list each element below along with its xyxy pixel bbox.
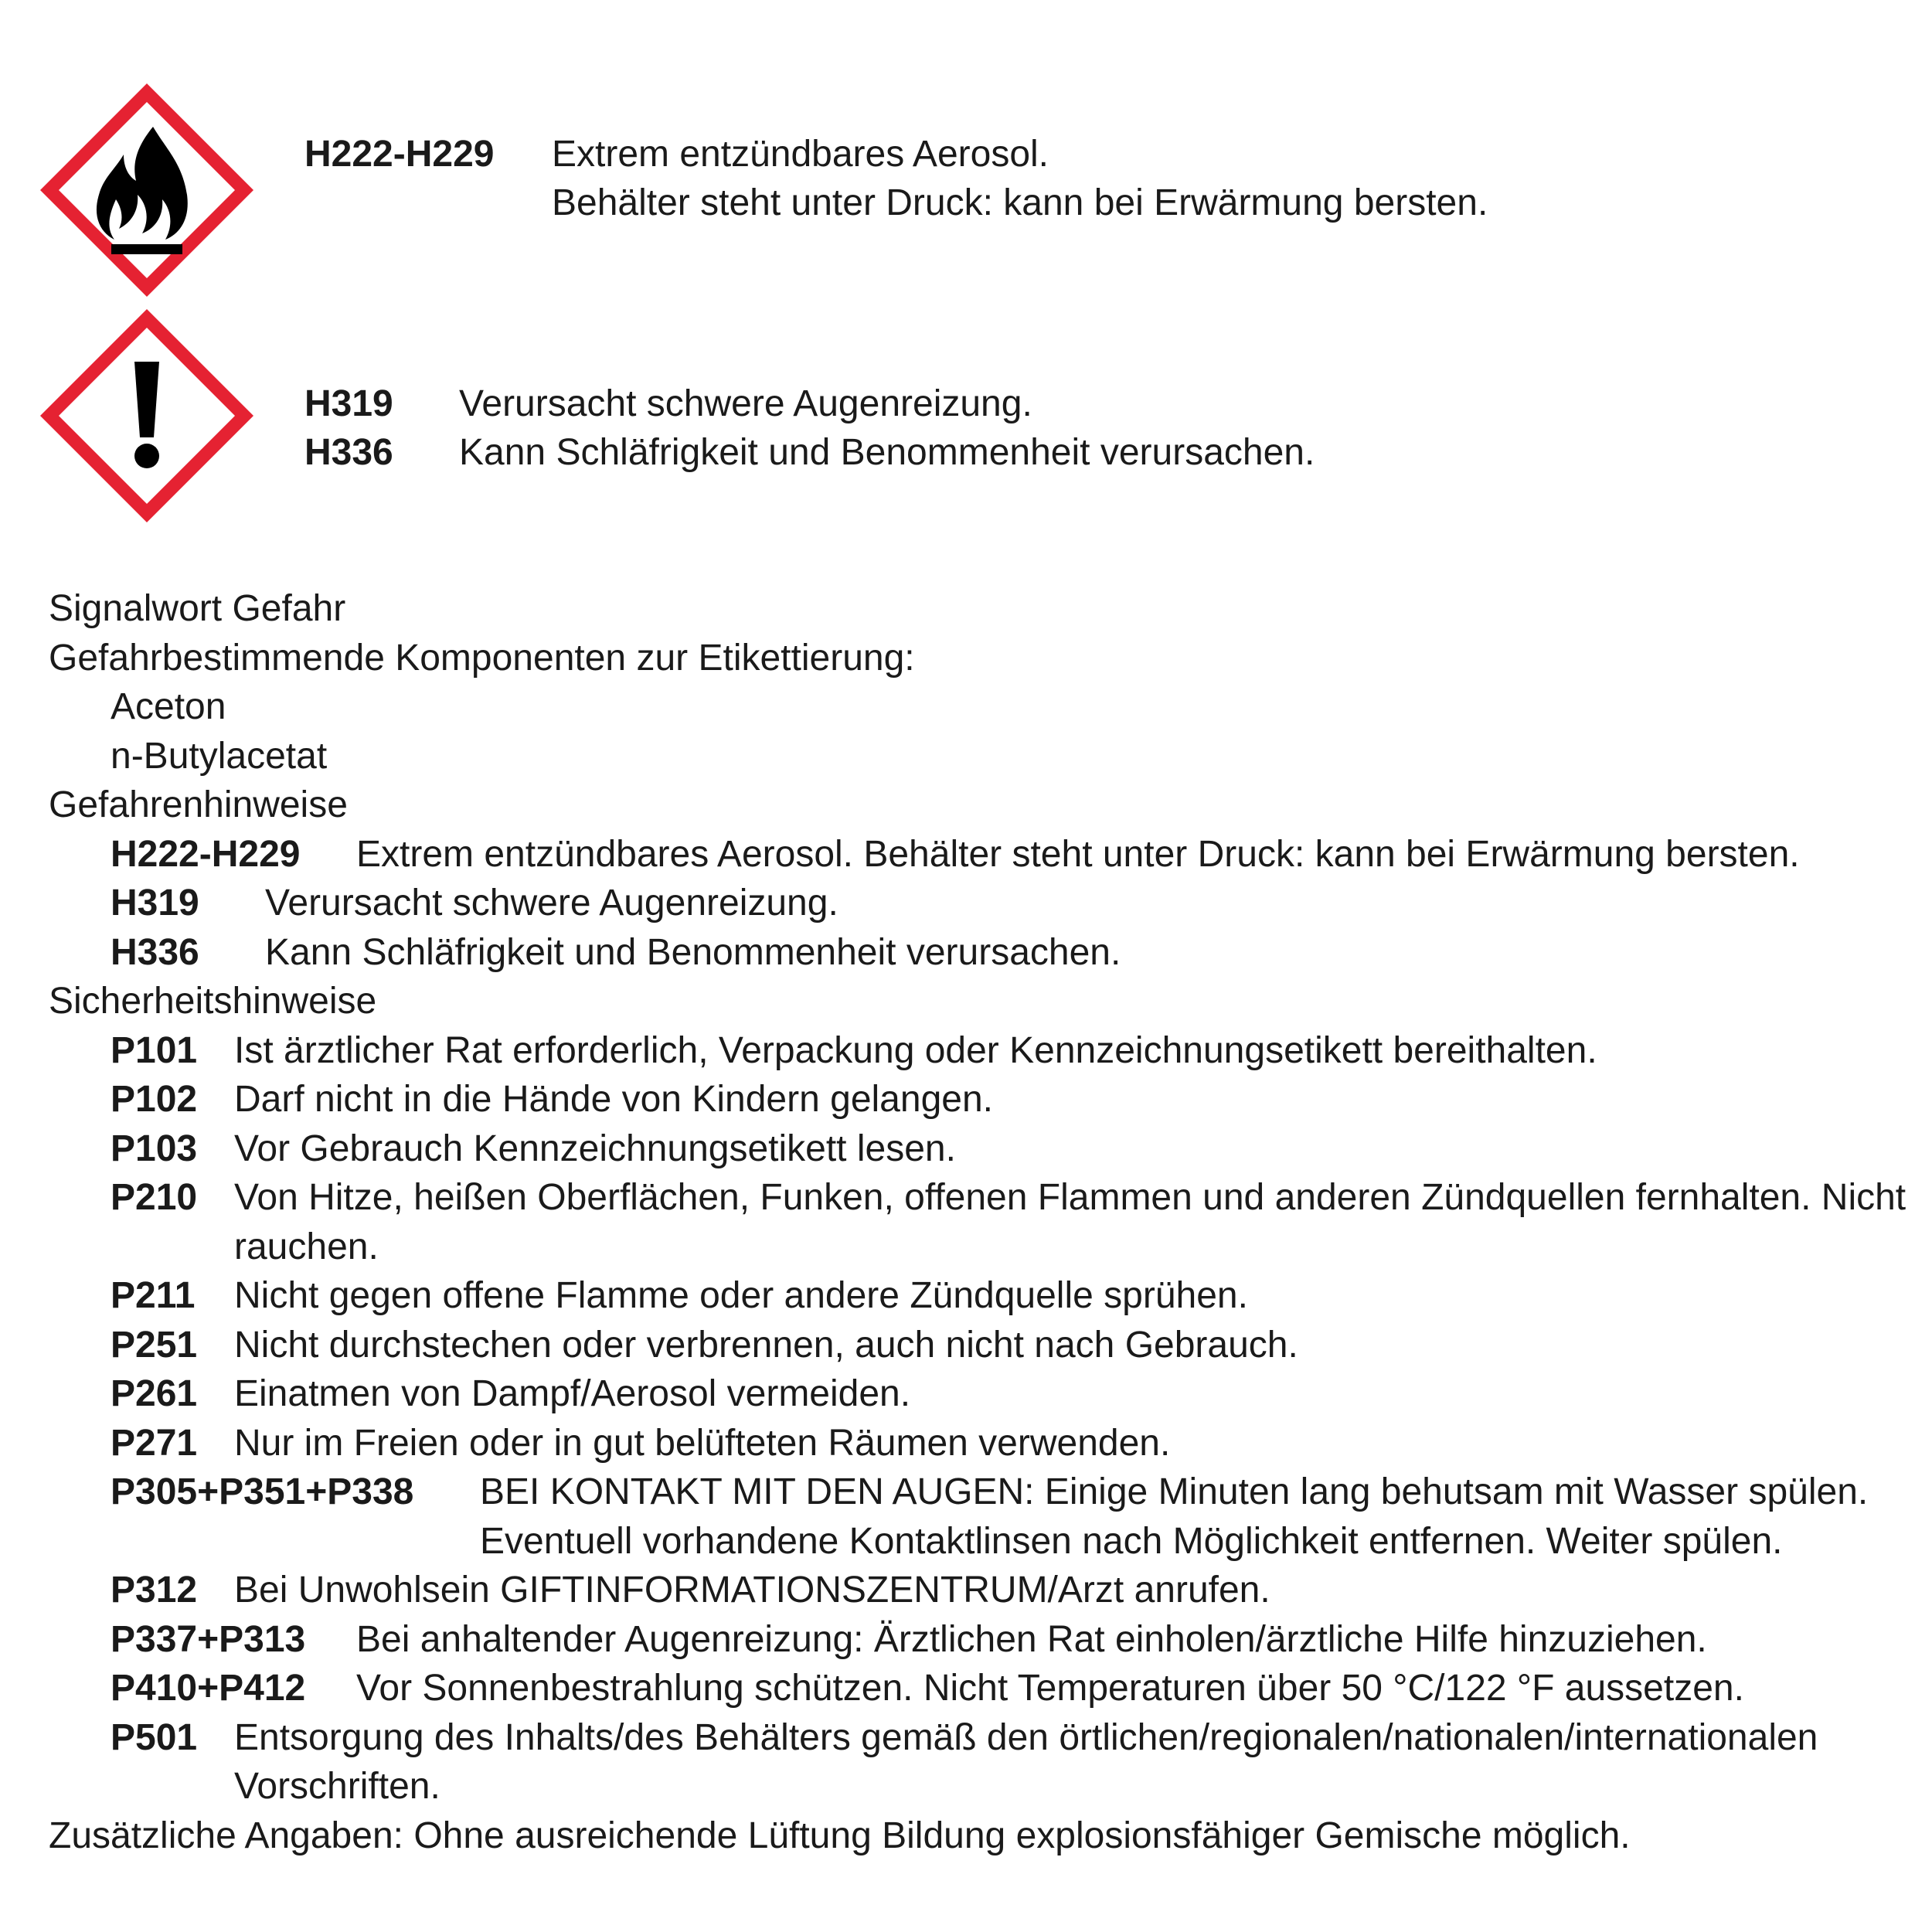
label-body (49, 584, 1919, 1860)
statement-text: Ist ärztlicher Rat erforderlich, Verpackung oder Kennzeichnungsetikett bereithalten. (234, 1029, 1597, 1071)
statement-text: Bei Unwohlsein GIFTINFORMATIONSZENTRUM/Arzt anrufen. (234, 1570, 1270, 1611)
hazard-statement-row (49, 928, 1919, 978)
supplemental-info: Zusätzliche Angaben: Ohne ausreichende Lüftung Bildung explosionsfähiger Gemische möglich. (49, 1815, 1631, 1856)
statement-code: H222-H229 (304, 134, 495, 175)
statement-text: Kann Schläfrigkeit und Benommenheit verursachen. (459, 432, 1315, 473)
statement-code: H222-H229 (111, 833, 301, 875)
precautionary-statement-row (49, 1713, 1919, 1811)
precautionary-statement-row (49, 1026, 1919, 1076)
hazard-statement-row (49, 879, 1919, 928)
statement-code: P102 (111, 1079, 198, 1120)
statement-text: Verursacht schwere Augenreizung. (265, 883, 838, 923)
precautionary-statement-row (49, 1271, 1919, 1321)
statement-text: Von Hitze, heißen Oberflächen, Funken, offenen Flammen und anderen Zündquellen fernhalten. Nicht rauchen. (234, 1177, 1906, 1267)
precautionary-statement-row (49, 1566, 1919, 1615)
statement-code: H336 (304, 432, 393, 473)
statement-text: Darf nicht in die Hände von Kindern gelangen. (234, 1079, 993, 1120)
statement-text: Vor Gebrauch Kennzeichnungsetikett lesen. (234, 1128, 956, 1169)
statement-code: P501 (111, 1716, 198, 1758)
flame-pictogram (37, 80, 257, 300)
statement-text: BEI KONTAKT MIT DEN AUGEN: Einige Minuten lang behutsam mit Wasser spülen. Eventuell vorhandene Kontaktlinsen nach Möglichkeit entfernen. Weiter spülen. (480, 1471, 1869, 1562)
precautionary-statement-row (49, 1321, 1919, 1370)
statement-text: Extrem entzündbares Aerosol. Behälter steht unter Druck: kann bei Erwärmung bersten. (356, 833, 1800, 875)
component-item: Aceton (111, 686, 226, 727)
statement-text: Nicht durchstechen oder verbrennen, auch nicht nach Gebrauch. (234, 1324, 1298, 1366)
hazard-statements-list (49, 830, 1919, 978)
hazard-statements-heading: Gefahrenhinweise (49, 784, 348, 825)
precautionary-statement-row (49, 1173, 1919, 1271)
statement-code: P410+P412 (111, 1668, 306, 1709)
statement-text: Einatmen von Dampf/Aerosol vermeiden. (234, 1373, 911, 1414)
components-heading: Gefahrbestimmende Komponenten zur Etikettierung: (49, 637, 915, 679)
statement-code: P251 (111, 1324, 198, 1366)
statement-code: P312 (111, 1570, 198, 1611)
statement-code: H336 (111, 931, 199, 973)
precautionary-statement-row (49, 1075, 1919, 1124)
statement-text: Verursacht schwere Augenreizung. (459, 383, 1032, 424)
statement-code: P211 (111, 1275, 196, 1316)
statement-text: Kann Schläfrigkeit und Benommenheit verursachen. (265, 931, 1121, 973)
precautionary-statement-row (49, 1664, 1919, 1713)
statement-code: P101 (111, 1029, 198, 1071)
statement-code: H319 (111, 883, 199, 923)
exclamation-mark-icon (37, 306, 257, 526)
precautionary-statements-list (49, 1026, 1919, 1811)
flame-icon (37, 80, 257, 300)
component-item: n-Butylacetat (111, 735, 328, 777)
statement-text: Vor Sonnenbestrahlung schützen. Nicht Temperaturen über 50 °C/122 °F aussetzen. (356, 1668, 1744, 1709)
statement-code: P103 (111, 1128, 198, 1169)
precautionary-statement-row (49, 1124, 1919, 1174)
statement-text: Bei anhaltender Augenreizung: Ärztlichen Rat einholen/ärztliche Hilfe hinzuziehen. (356, 1618, 1707, 1660)
statement-code: P271 (111, 1422, 198, 1464)
statement-text: Extrem entzündbares Aerosol. (552, 134, 1049, 175)
statement-code: P261 (111, 1373, 198, 1414)
statement-code: P210 (111, 1177, 198, 1218)
precautionary-statement-row (49, 1419, 1919, 1468)
precautionary-statement-row (49, 1615, 1919, 1665)
statement-text: Entsorgung des Inhalts/des Behälters gemäß den örtlichen/regionalen/nationalen/internationalen Vorschriften. (234, 1716, 1818, 1807)
statement-text: Behälter steht unter Druck: kann bei Erwärmung bersten. (552, 182, 1488, 223)
precautionary-statements-heading: Sicherheitshinweise (49, 981, 377, 1022)
statement-code: P305+P351+P338 (111, 1471, 414, 1512)
statement-text: Nicht gegen offene Flamme oder andere Zündquelle sprühen. (234, 1275, 1248, 1316)
precautionary-statement-row (49, 1468, 1919, 1566)
signal-word: Signalwort Gefahr (49, 588, 346, 629)
exclamation-pictogram (37, 306, 257, 526)
statement-code: H319 (304, 383, 393, 424)
precautionary-statement-row (49, 1369, 1919, 1419)
statement-text: Nur im Freien oder in gut belüfteten Räumen verwenden. (234, 1422, 1171, 1464)
statement-code: P337+P313 (111, 1618, 306, 1660)
hazard-statement-row (49, 830, 1919, 879)
